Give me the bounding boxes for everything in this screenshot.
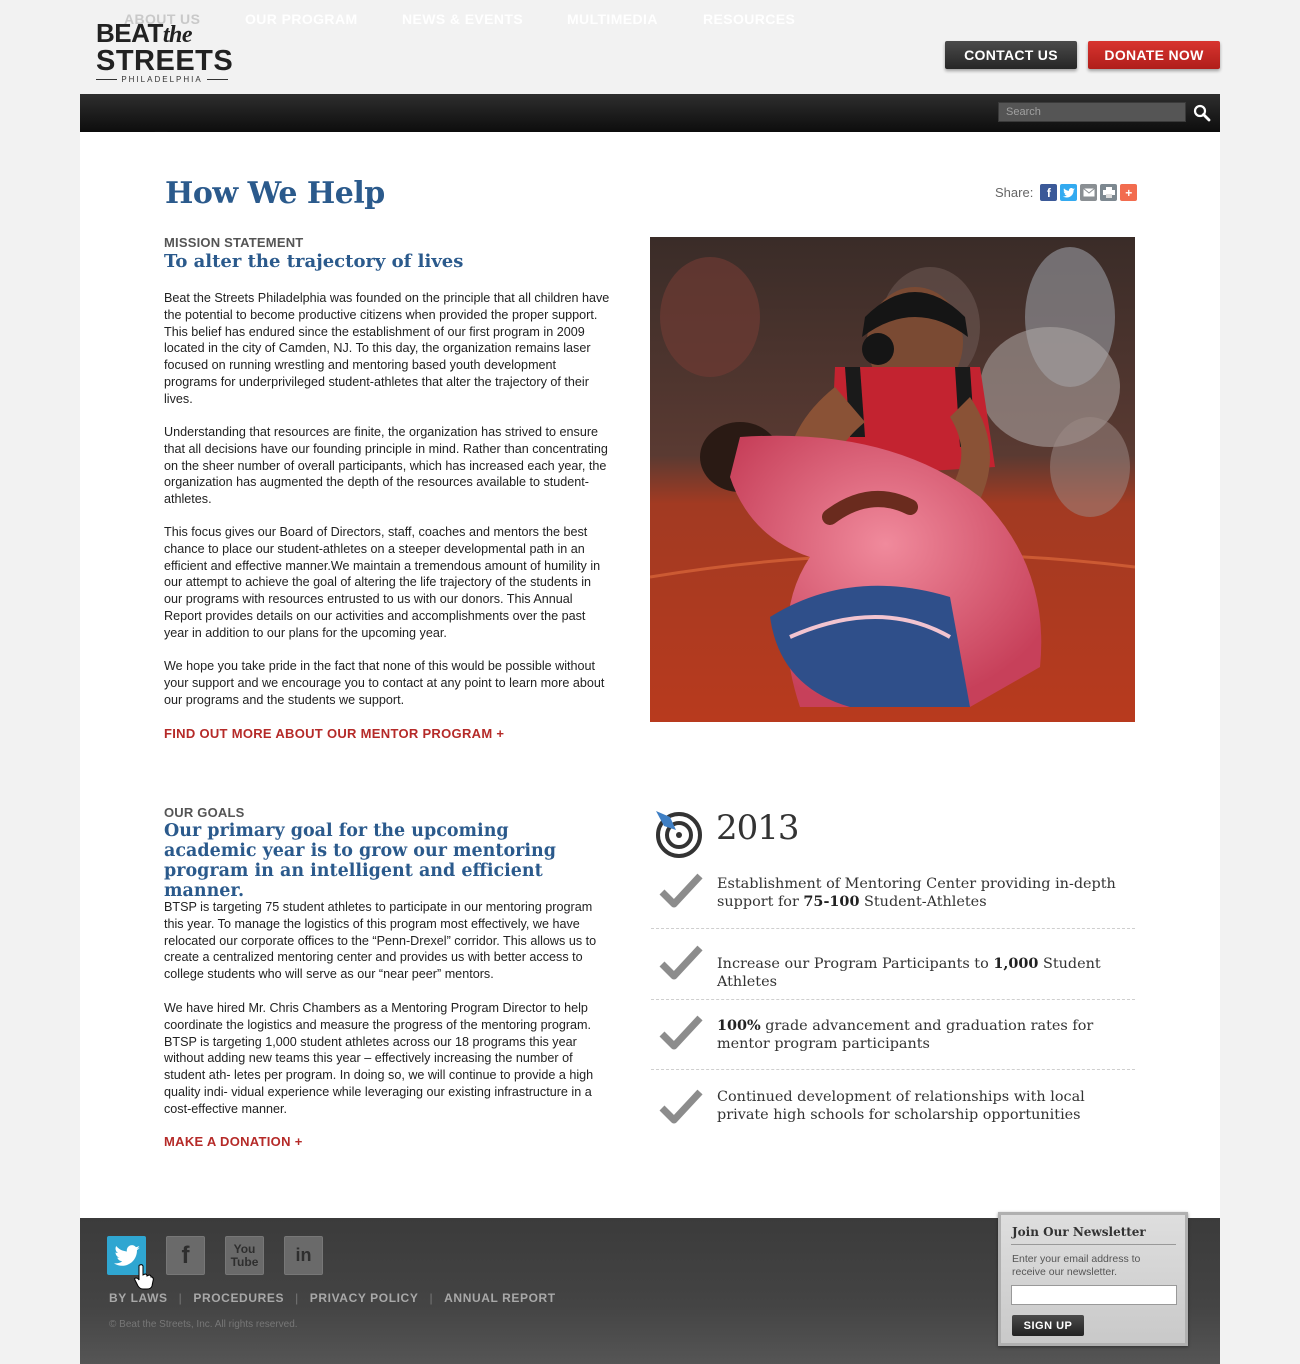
twitter-icon[interactable] [1060, 184, 1077, 201]
mission-headline: To alter the trajectory of lives [164, 251, 464, 272]
newsletter-description: Enter your email address to receive our newsletter. [1012, 1253, 1141, 1278]
goals-paragraph: BTSP is targeting 75 student athletes to participate in our mentoring program this year. To manage the logistics of this program most effectively, we have relocated our corporate offices to the “Penn-Drexel” corridor. This allows us to create a centralized mentoring center and provides us with better access to college students who will serve as our “near peer” mentors. [164, 900, 597, 982]
hand-cursor-icon [134, 1264, 154, 1290]
footer-link-annual-report[interactable]: ANNUAL REPORT [444, 1291, 556, 1305]
copyright-text: © Beat the Streets, Inc. All rights reserved. [109, 1319, 298, 1330]
goals-headline: Our primary goal for the upcoming academic year is to grow our mentoring program in an intelligent and efficient manner. [164, 821, 556, 901]
goal-item [651, 862, 1135, 929]
mission-eyebrow: MISSION STATEMENT [164, 235, 304, 250]
facebook-icon[interactable]: f [166, 1236, 205, 1275]
contact-us-button[interactable]: CONTACT US [945, 41, 1077, 69]
mission-paragraph: Understanding that resources are finite, the organization has strived to ensure that all decisions have our founding principle in mind. Rather than concentrating on the sheer number of overall participants, which has increased each year, the organization has augmented the depth of the resources available to student-athletes. [164, 425, 608, 507]
search-icon[interactable] [1193, 104, 1211, 122]
nav-item-our-program[interactable]: OUR PROGRAM [245, 11, 358, 27]
page-title: How We Help [165, 176, 385, 211]
email-icon[interactable] [1080, 184, 1097, 201]
nav-item-multimedia[interactable]: MULTIMEDIA [567, 11, 658, 27]
nav-item-about-us[interactable]: ABOUT US [124, 11, 201, 27]
footer-link-privacy-policy[interactable]: PRIVACY POLICY [309, 1291, 419, 1305]
nav-item-resources[interactable]: RESOURCES [703, 11, 796, 27]
plus-icon[interactable]: + [1120, 184, 1137, 201]
linkedin-icon[interactable]: in [284, 1236, 323, 1275]
nav-item-news-events[interactable]: NEWS & EVENTS [402, 11, 524, 27]
print-icon[interactable] [1100, 184, 1117, 201]
link-separator: | [295, 1291, 299, 1305]
footer-links [109, 1291, 556, 1305]
goal-text: Continued development of relationships with local private high schools for scholarship opportunities [717, 1089, 1085, 1123]
wrestling-photo [650, 237, 1135, 722]
link-separator: | [178, 1291, 183, 1305]
checkmark-icon [658, 1088, 704, 1126]
checkmark-icon [658, 872, 704, 910]
share-bar [995, 184, 1137, 201]
newsletter-divider [1011, 1244, 1176, 1245]
goal-text: Increase our Program Participants to 1,000 Student Athletes [717, 955, 1101, 990]
logo-line3: PHILADELPHIA [96, 75, 228, 84]
goal-item [651, 929, 1135, 1000]
goal-text: Establishment of Mentoring Center providing in-depth support for 75-100 Student-Athletes [717, 876, 1116, 910]
newsletter-box [998, 1212, 1188, 1346]
sign-up-button[interactable]: SIGN UP [1012, 1315, 1084, 1336]
target-icon [652, 808, 704, 858]
footer-link-by-laws[interactable]: BY LAWS [109, 1291, 168, 1305]
newsletter-email-input[interactable] [1011, 1285, 1177, 1305]
search-input[interactable] [998, 102, 1186, 122]
mission-paragraph: We hope you take pride in the fact that none of this would be possible without your support and we encourage you to contact at any point to learn more about our programs and the students we support. [164, 659, 605, 707]
goals-paragraph: We have hired Mr. Chris Chambers as a Mentoring Program Director to help coordinate the logistics and measure the progress of the mentoring program. BTSP is targeting 1,000 student athletes across our 18 programs this year without adding new teams this year – effectively increasing the number of student ath- letes per program. In doing so, we will continue to provide a high quality indi- vidual experience while leveraging our existing infrastructure in a cost-effective manner. [164, 1001, 594, 1116]
checkmark-icon [658, 1014, 704, 1052]
mentor-program-link[interactable]: FIND OUT MORE ABOUT OUR MENTOR PROGRAM + [164, 726, 505, 741]
footer-link-procedures[interactable]: PROCEDURES [193, 1291, 285, 1305]
mission-paragraph: Beat the Streets Philadelphia was founded on the principle that all children have the potential to become productive citizens when provided the proper support. This belief has endured since the establishment of our first program in 2009 located in the city of Camden, NJ. To this day, the organization remains laser focused on running wrestling and mentoring based youth development programs for underprivileged student-athletes that alter the trajectory of their lives. [164, 291, 610, 406]
facebook-icon[interactable]: f [1040, 184, 1057, 201]
make-donation-link[interactable]: MAKE A DONATION + [164, 1134, 303, 1149]
youtube-icon[interactable]: You Tube [225, 1236, 264, 1275]
donate-now-button[interactable]: DONATE NOW [1088, 41, 1220, 69]
year-heading: 2013 [716, 808, 799, 848]
checkmark-icon [658, 944, 704, 982]
goals-eyebrow: OUR GOALS [164, 805, 245, 820]
logo-line2: STREETS [96, 45, 234, 77]
goal-text: 100% grade advancement and graduation rates for mentor program participants [717, 1017, 1094, 1052]
mission-paragraph: This focus gives our Board of Directors, staff, coaches and mentors the best chance to place our student-athletes on a steeper developmental path in an efficient and effective manner.We maintain a tremendous amount of humility in our attempt to achieve the goal of altering the life trajectory of the students in our programs with resources entrusted to us with our donors. This Annual Report provides details on our activities and accomplishments over the past year in addition to our plans for the upcoming year. [164, 525, 601, 640]
newsletter-title: Join Our Newsletter [1012, 1225, 1146, 1239]
link-separator: | [429, 1291, 434, 1305]
goal-item [651, 1070, 1135, 1140]
logo-line1: BEATthe [96, 18, 193, 48]
share-label: Share: [995, 185, 1034, 200]
goal-item [651, 1000, 1135, 1070]
